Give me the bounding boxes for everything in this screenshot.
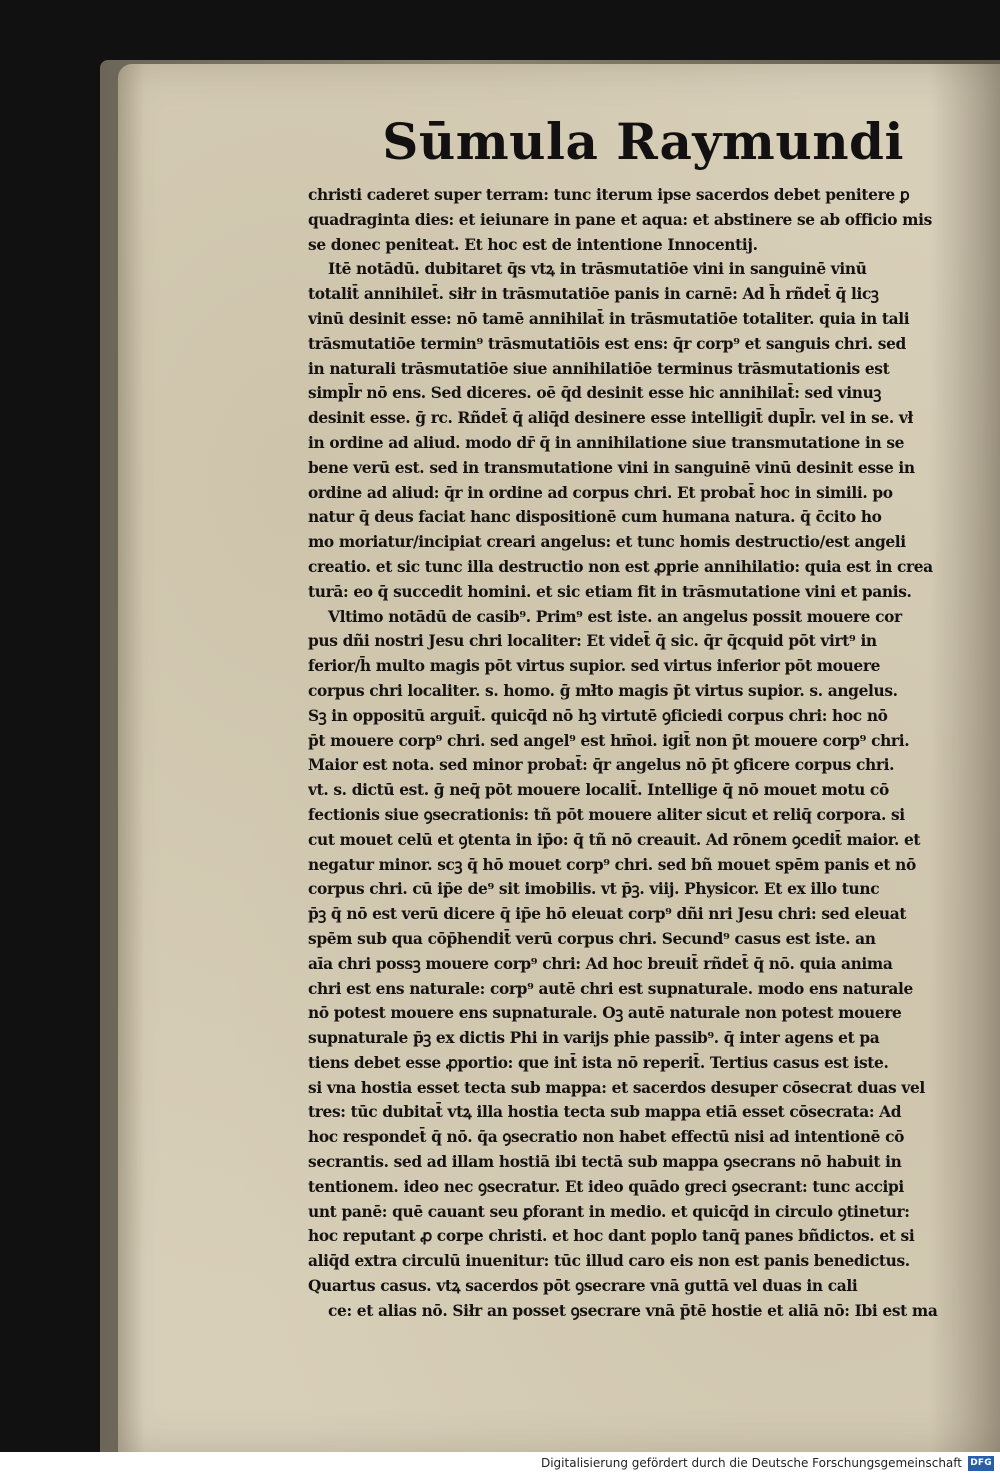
text-line: quadraginta dies: et ieiunare in pane et aqua: et abstinere se ab officio mis [308,210,932,229]
dfg-logo: DFG [968,1456,994,1471]
text-line: nō potest mouere ens supnaturale. Oꝫ autē naturale non potest mouere [308,1004,902,1023]
text-line: se donec peniteat. Et hoc est de intentione Innocentij. [308,235,758,254]
text-line: unt panē: quē cauant seu ꝑforant in medio. et quicq̄d in circulo ꝯtinetur: [308,1202,910,1221]
text-line: simpl̄r nō ens. Sed diceres. oē q̄d desinit esse hic annihilat̄: sed vinuꝫ [308,384,881,403]
text-line: in ordine ad aliud. modo dr̄ q̄ in annihilatione siue transmutatione in se [308,433,905,452]
text-line: p̄ꝫ q̄ nō est verū dicere q̄ ip̄e hō eleuat corp⁹ dñi nri Jesu chri: sed eleuat [308,905,907,924]
text-line: chri est ens naturale: corp⁹ autē chri est supnaturale. modo ens naturale [308,979,913,998]
text-line: tres: tūc dubitat̄ vtꝝ illa hostia tecta sub mappa etiā esset cōsecrata: Ad [308,1103,902,1122]
text-line: hoc respondet̄ q̄ nō. q̄a ꝯsecratio non habet effectū nisi ad intentionē cō [308,1128,905,1147]
text-line: Quartus casus. vtꝝ sacerdos pōt ꝯsecrare vnā guttā vel duas in cali [308,1277,858,1296]
text-line: tentionem. ideo nec ꝯsecratur. Et ideo quādo greci ꝯsecrant: tunc accipi [308,1177,904,1196]
text-line: Itē notādū. dubitaret q̄s vtꝝ in trāsmutatiōe vini in sanguinē vinū [328,260,867,279]
text-line: corpus chri localiter. s. homo. ḡ mł̄to magis p̄t virtus supior. s. angelus. [308,681,898,700]
text-line: mo moriatur/incipiat creari angelus: et tunc homis destructio/est angeli [308,533,906,552]
text-line: desinit esse. ḡ rc. Rñdet̄ q̄ aliq̄d desinere esse intelligit̄ dupl̄r. vel in se. vł [308,409,914,428]
text-line: natur q̄ deus faciat hanc dispositionē cum humana natura. q̄ c̄cito ho [308,508,882,527]
text-line: supnaturale p̄ꝫ ex dictis Phi in varijs phie passib⁹. q̄ inter agens et pa [308,1029,880,1048]
running-head: Sūmula Raymundi [382,112,904,171]
text-line: in naturali trāsmutatiōe siue annihilatiōe terminus trāsmutationis est [308,359,890,378]
text-line: ordine ad aliud: q̄r in ordine ad corpus chri. Et probat̄ hoc in simili. po [308,483,893,502]
text-block [308,183,964,1324]
footer-credit: Digitalisierung gefördert durch die Deutsche Forschungsgemeinschaft [540,1456,962,1470]
text-line: fectionis siue ꝯsecrationis: tñ pōt mouere aliter sicut et reliq̄ corpora. si [308,805,905,824]
text-line: vinū desinit esse: nō tamē annihilat̄ in trāsmutatiōe totaliter. quia in tali [308,309,910,328]
text-line: cut mouet celū et ꝯtenta in ip̄o: q̄ tñ nō creauit. Ad rōnem ꝯcedit̄ maior. et [308,830,921,849]
text-line: bene verū est. sed in transmutatione vini in sanguinē vinū desinit esse in [308,458,915,477]
text-line: spēm sub qua cōp̄hendit̄ verū corpus chri. Secund⁹ casus est iste. an [308,929,876,948]
text-line: aīa chri possꝫ mouere corp⁹ chri: Ad hoc breuit̄ rñdet̄ q̄ nō. quia anima [308,954,893,973]
text-line: vt. s. dictū est. ḡ neq̄ pōt mouere localit̄. Intellige q̄ nō mouet motu cō [308,781,889,800]
text-line: christi caderet super terram: tunc iterum ipse sacerdos debet penitere ꝑ [308,186,910,204]
text-line: negatur minor. scꝫ q̄ hō mouet corp⁹ chri. sed bñ mouet spēm panis et nō [308,855,916,874]
text-line: secrantis. sed ad illam hostiā ibi tectā sub mappa ꝯsecrans nō habuit in [308,1153,902,1172]
text-line: creatio. et sic tunc illa destructio non est ꝓprie annihilatio: quia est in crea [308,557,933,576]
text-line: hoc reputant ꝓ corpe christi. et hoc dant poplo tanq̄ panes bñdictos. et si [308,1227,915,1246]
text-line: corpus chri. cū ip̄e de⁹ sit imobilis. vt p̄ꝫ. viij. Physicor. Et ex illo tunc [308,880,880,899]
text-line: Sꝫ in oppositū arguit̄. quicq̄d nō hꝫ virtutē ꝯficiedi corpus chri: hoc nō [308,706,888,725]
text-line: trāsmutatiōe termin⁹ trāsmutatiōis est ens: q̄r corp⁹ et sanguis chri. sed [308,334,906,353]
text-line: ferior/h̄ multo magis pōt virtus supior. sed virtus inferior pōt mouere [308,657,881,676]
text-line: tiens debet esse ꝓportio: que int̄ ista nō reperit̄. Tertius casus est iste. [308,1053,889,1072]
text-line: pus dñi nostri Jesu chri localiter: Et videt̄ q̄ sic. q̄r q̄cquid pōt virt⁹ in [308,632,877,651]
text-line: si vna hostia esset tecta sub mappa: et sacerdos desuper cōsecrat duas vel [308,1078,925,1097]
text-line: p̄t mouere corp⁹ chri. sed angel⁹ est hm̄oi. igit̄ non p̄t mouere corp⁹ chri. [308,731,910,750]
text-line: ce: et alias nō. Siłr an posset ꝯsecrare vnā p̄tē hostie et aliā nō: Ibi est ma [328,1301,938,1320]
text-line: aliq̄d extra circulū inuenitur: tūc illud caro eis non est panis benedictus. [308,1252,910,1271]
text-line: turā: eo q̄ succedit homini. et sic etiam fit in trāsmutatione vini et panis. [308,582,912,601]
text-line: totalit̄ annihilet̄. siłr in trāsmutatiōe panis in carnē: Ad h̄ rñdet̄ q̄ licꝫ [308,285,879,304]
footer-bar [0,1452,1000,1477]
text-line: Vltimo notādū de casib⁹. Prim⁹ est iste. an angelus possit mouere cor [328,607,902,626]
text-line: Maior est nota. sed minor probat̄: q̄r angelus nō p̄t ꝯficere corpus chri. [308,756,895,775]
